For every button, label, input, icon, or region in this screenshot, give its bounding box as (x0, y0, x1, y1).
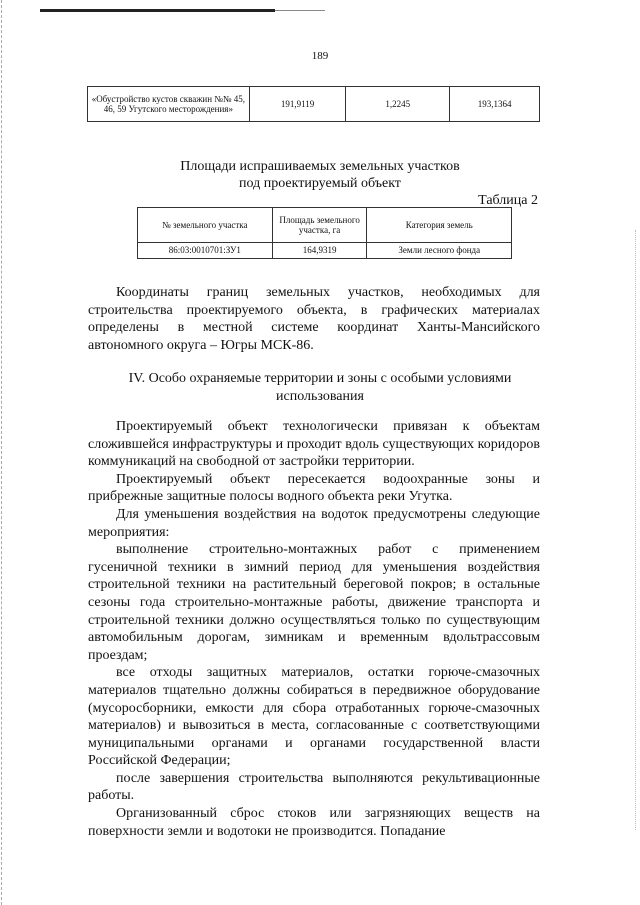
table-row (88, 87, 540, 122)
paragraph-coordinates: Координаты границ земельных участков, необходимых для строительства проектируемого объекта, в графических материалах определены в местной системе координат Ханты-Мансийского автономного округа – Югры МСК-86. (88, 285, 540, 353)
scan-artifact-right-edge (635, 230, 637, 830)
chapter-title-line-2: использования (276, 389, 364, 404)
column-header: № земельного участка (138, 208, 273, 243)
page-number: 189 (311, 50, 329, 62)
paragraph: после завершения строительства выполняются рекультивационные работы. (88, 770, 540, 804)
chapter-title-line-1: IV. Особо охраняемые территории и зоны с особыми условиями (128, 371, 512, 386)
paragraph: Проектируемый объект пересекается водоохранные зоны и прибрежные защитные полосы водного объекта реки Угутка. (88, 471, 540, 505)
table-cell: «Обустройство кустов скважин №№ 45, 46, 59 Угутского месторождения» (88, 87, 250, 122)
table-cell: 86:03:0010701:ЗУ1 (138, 243, 273, 259)
table-cell: 193,1364 (450, 87, 540, 122)
table-caption: Таблица 2 (478, 193, 538, 208)
table-cell: 1,2245 (346, 87, 450, 122)
scan-artifact-left-edge (1, 0, 3, 905)
column-header: Категория земель (367, 208, 512, 243)
table-header-row (138, 208, 512, 243)
table-cell: 191,9119 (249, 87, 346, 122)
paragraph: Организованный сброс стоков или загрязняющих веществ на поверхности земли и водотоки не производится. Попадание (88, 806, 540, 839)
paragraph: выполнение строительно-монтажных работ с применением гусеничной техники в зимний период для уменьшения воздействия строительной техники на растительный береговой покров; в остальные сезоны года строительно-монтажные работы, движение транспорта и строительной техники должно осуществляться только по существующим автомобильным дорогам, зимникам и временным вдольтрассовым проездам; (88, 542, 540, 663)
section-title-line-2: под проектируемый объект (239, 176, 401, 191)
land-area-summary-table (87, 86, 540, 122)
table-row (138, 243, 512, 259)
paragraph: все отходы защитных материалов, остатки горюче-смазочных материалов тщательно должны собираться в передвижное оборудование (мусоросборники, емкости для сбора отработанных горюче-смазочных материалов) и вывозиться в места, согласованные с соответствующими муниципальными органами и органами государственной власти Российской Федерации; (88, 665, 540, 769)
scan-artifact-line (275, 10, 325, 11)
paragraph: Для уменьшения воздействия на водоток предусмотрены следующие мероприятия: (88, 506, 540, 540)
column-header: Площадь земельного участка, га (272, 208, 367, 243)
section-title-line-1: Площади испрашиваемых земельных участков (180, 159, 460, 174)
scan-artifact-bar (40, 9, 275, 12)
coordinates-paragraph-block (88, 284, 540, 354)
land-plots-table (137, 207, 512, 259)
table-cell: 164,9319 (272, 243, 367, 259)
table-cell: Земли лесного фонда (367, 243, 512, 259)
body-text (88, 418, 540, 840)
paragraph: Проектируемый объект технологически привязан к объектам сложившейся инфраструктуры и проходит вдоль существующих коридоров коммуникаций на свободной от застройки территории. (88, 419, 540, 470)
